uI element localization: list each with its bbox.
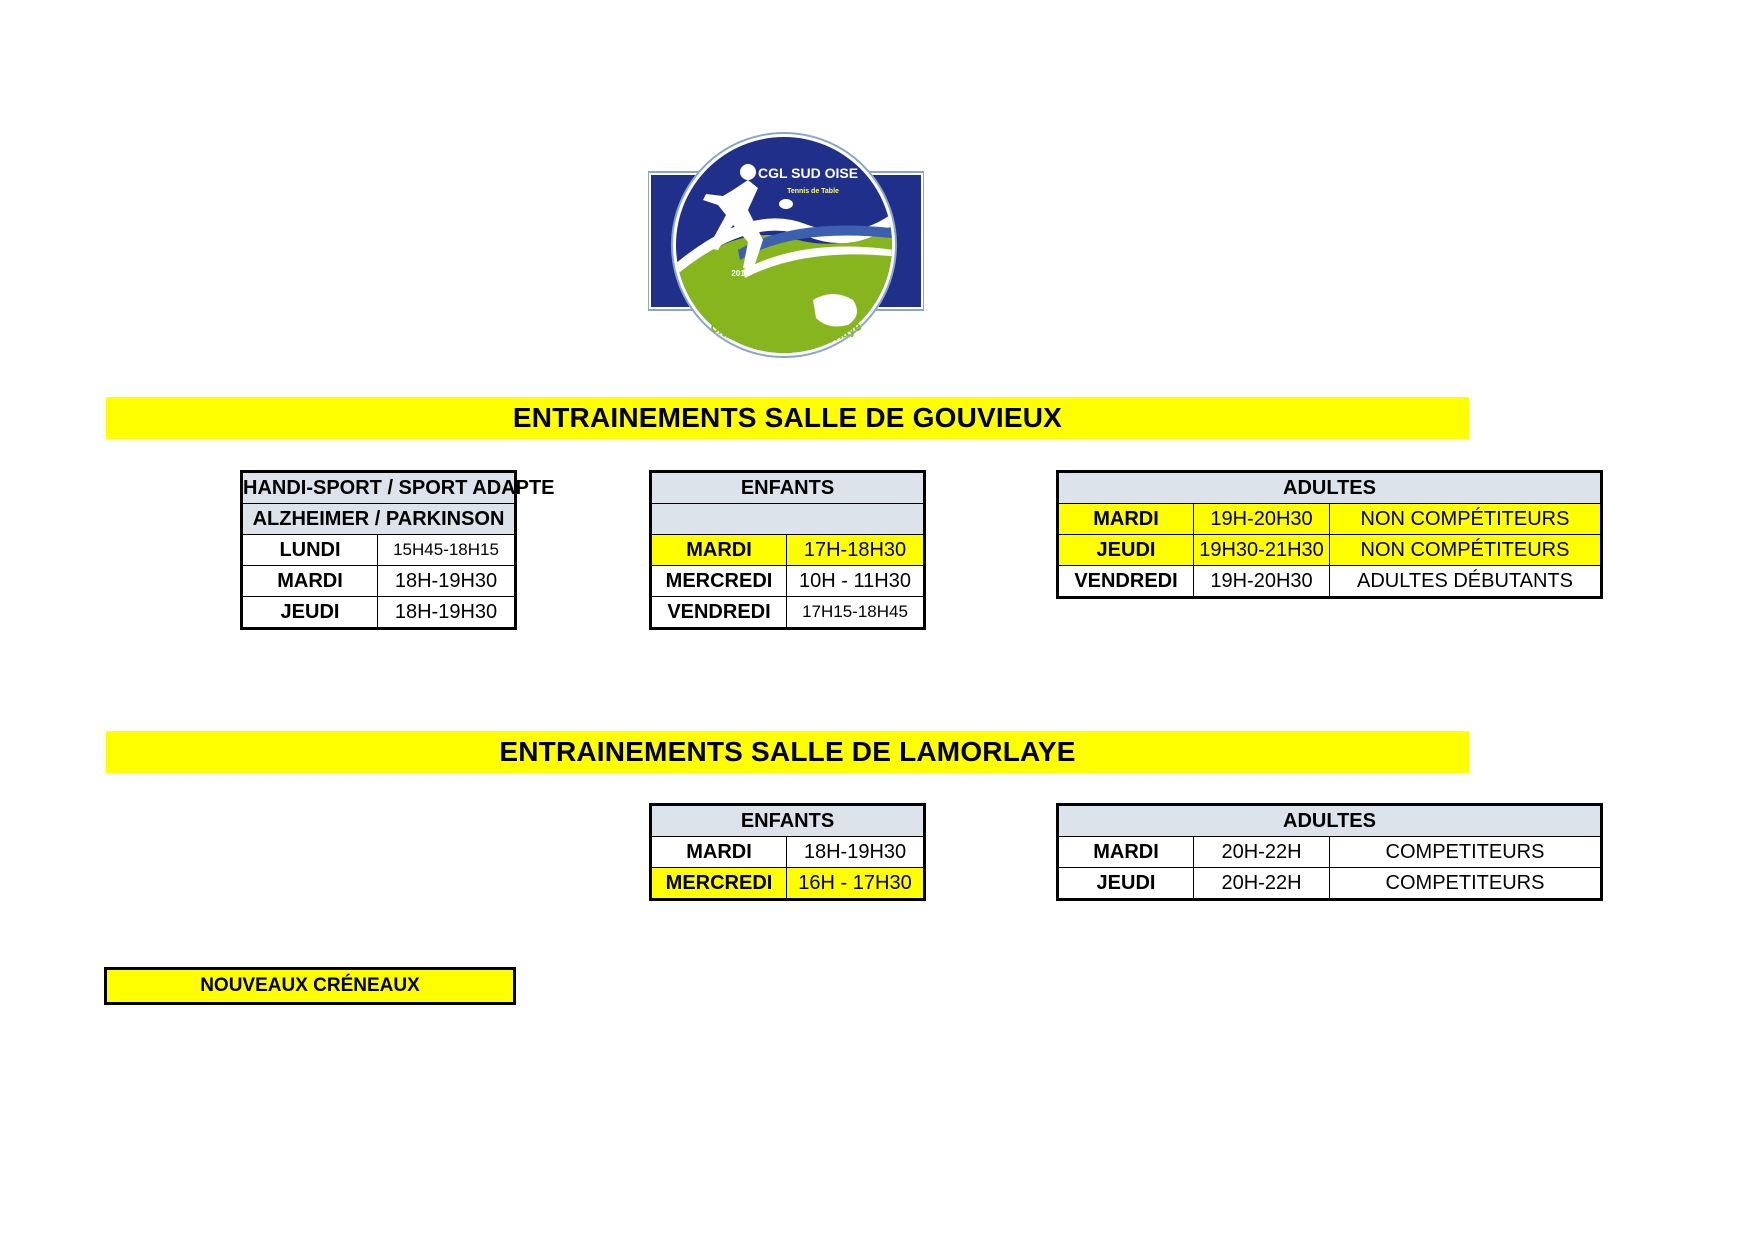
club-logo <box>648 130 924 375</box>
table-row: MERCREDI 10H - 11H30 <box>651 566 925 597</box>
logo-year: 2011 <box>731 269 749 278</box>
table-row: MARDI 20H-22H COMPETITEURS <box>1058 837 1602 868</box>
adultes-header: ADULTES <box>1058 805 1602 837</box>
enfants-subheader <box>651 504 925 535</box>
logo-subtitle: Tennis de Table <box>787 188 839 195</box>
legend-new-slots: NOUVEAUX CRÉNEAUX <box>104 967 516 1005</box>
table-row: MARDI 17H-18H30 <box>651 535 925 566</box>
lamorlaye-enfants-table <box>649 803 926 901</box>
table-row: VENDREDI 17H15-18H45 <box>651 597 925 629</box>
handi-header: HANDI-SPORT / SPORT ADAPTE <box>242 472 516 504</box>
gouvieux-handi-table <box>240 470 555 630</box>
table-row: LUNDI 15H45-18H15 <box>242 535 516 566</box>
table-row: VENDREDI 19H-20H30 ADULTES DÉBUTANTS <box>1058 566 1602 598</box>
gouvieux-enfants-table <box>649 470 926 630</box>
gouvieux-banner: ENTRAINEMENTS SALLE DE GOUVIEUX <box>106 397 1469 439</box>
lamorlaye-adultes-table <box>1056 803 1603 901</box>
gouvieux-adultes-table <box>1056 470 1603 599</box>
lamorlaye-banner: ENTRAINEMENTS SALLE DE LAMORLAYE <box>106 731 1469 773</box>
logo-title: CGL SUD OISE <box>757 165 859 181</box>
logo-club-name: Club Gouvieux Lamorlaye <box>707 318 864 354</box>
table-row: JEUDI 19H30-21H30 NON COMPÉTITEURS <box>1058 535 1602 566</box>
enfants-header: ENFANTS <box>651 805 925 837</box>
table-row: MARDI 18H-19H30 <box>651 837 925 868</box>
enfants-header: ENFANTS <box>651 472 925 504</box>
handi-subheader: ALZHEIMER / PARKINSON <box>242 504 516 535</box>
adultes-header: ADULTES <box>1058 472 1602 504</box>
table-row: JEUDI 20H-22H COMPETITEURS <box>1058 868 1602 900</box>
table-row: MARDI 18H-19H30 <box>242 566 516 597</box>
table-row: MERCREDI 16H - 17H30 <box>651 868 925 900</box>
table-row: MARDI 19H-20H30 NON COMPÉTITEURS <box>1058 504 1602 535</box>
table-row: JEUDI 18H-19H30 <box>242 597 516 629</box>
